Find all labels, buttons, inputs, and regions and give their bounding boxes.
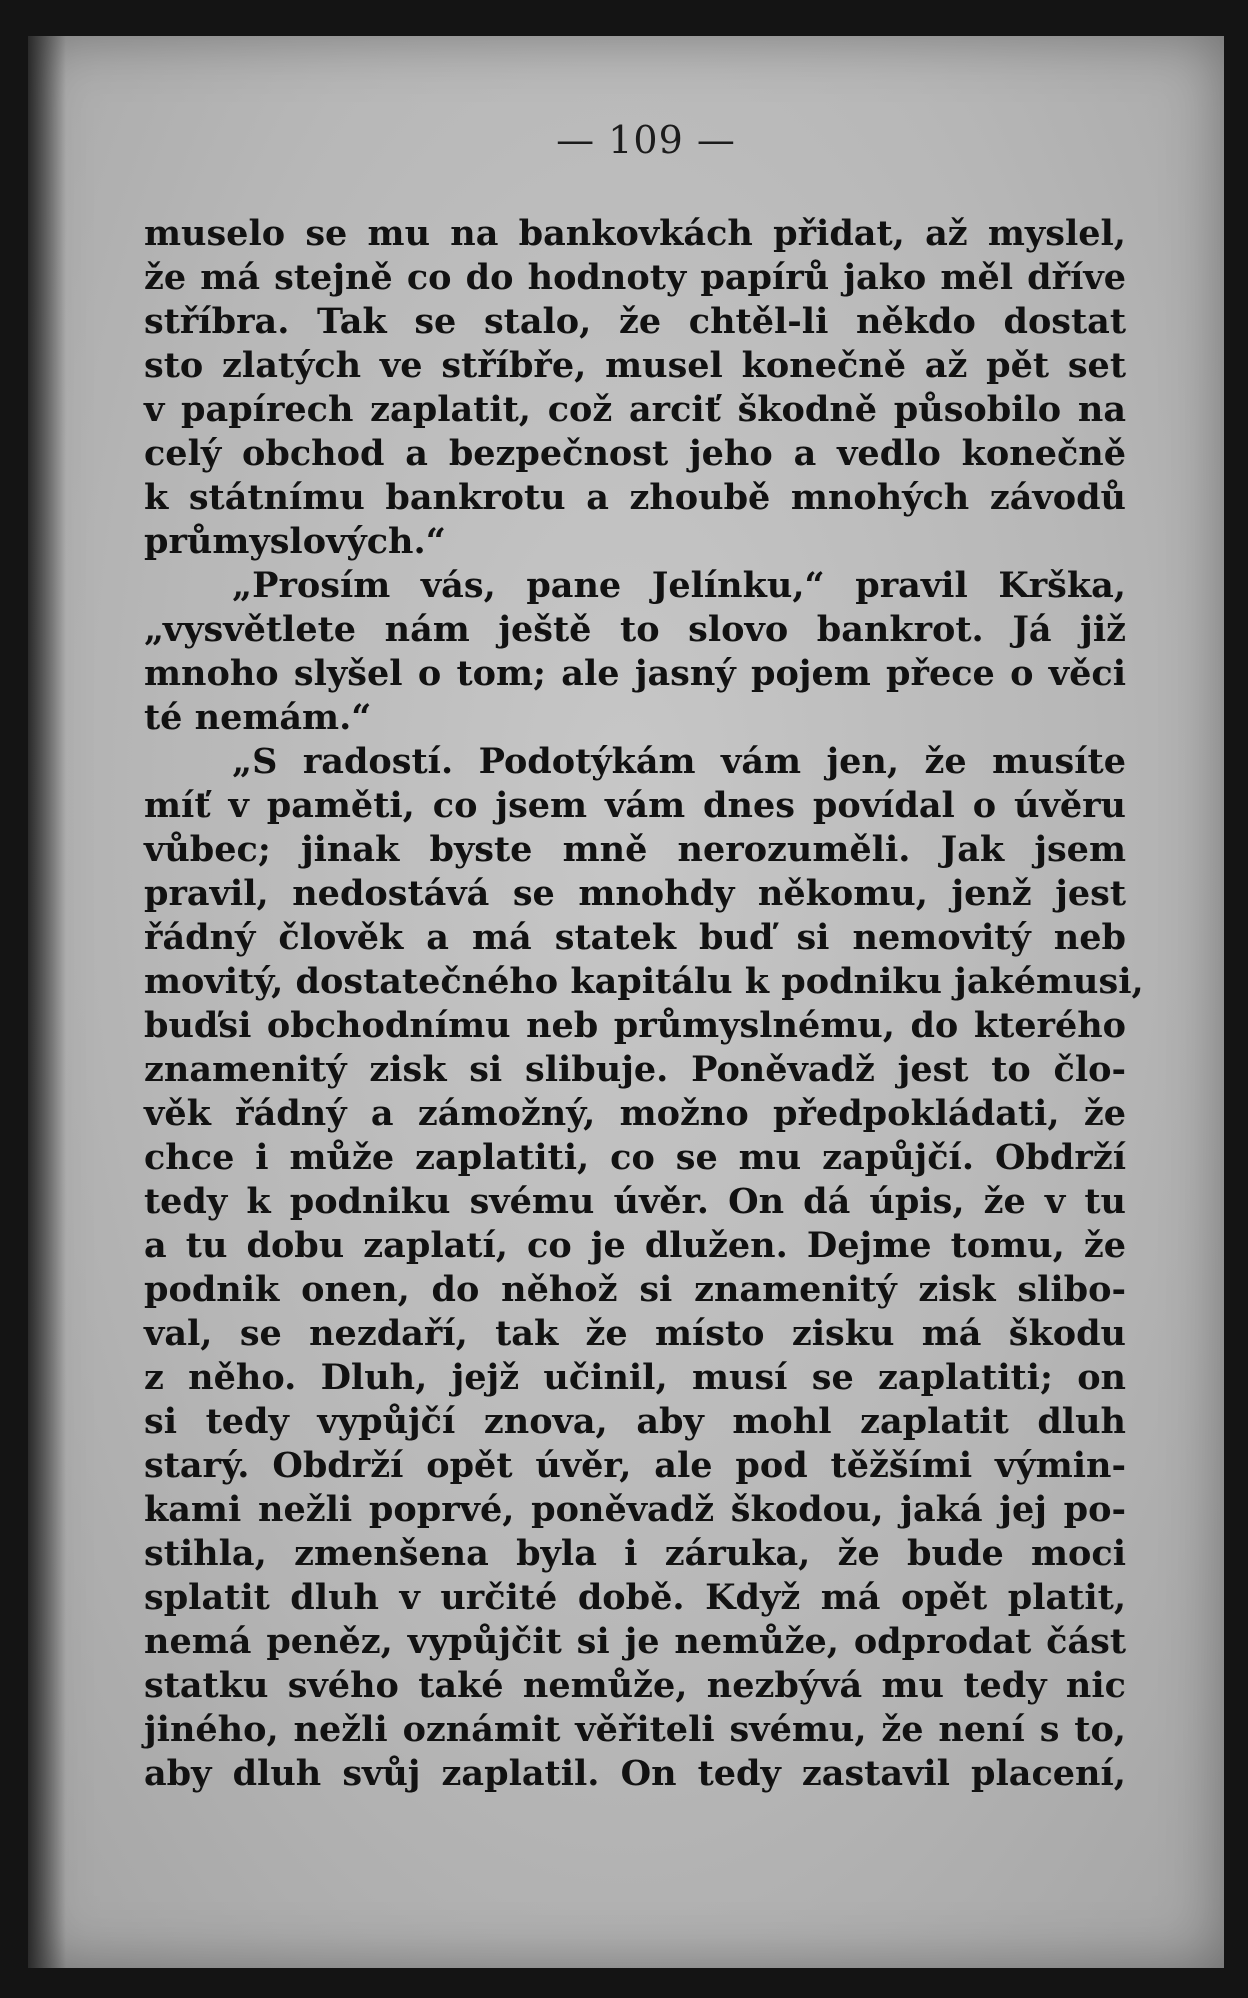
text-line: jiného, nežli oznámit věřiteli svému, že není s to, xyxy=(144,1709,1126,1750)
text-line: znamenitý zisk si slibuje. Poněvadž jest to člo- xyxy=(144,1049,1126,1090)
text-line: movitý, dostatečného kapitálu k podniku jakémusi, xyxy=(144,961,1144,1002)
text-line: pravil, nedostává se mnohdy někomu, jenž jest xyxy=(144,873,1126,914)
text-line: řádný člověk a má statek buď si nemovitý neb xyxy=(144,917,1126,958)
text-line: míť v paměti, co jsem vám dnes povídal o úvěru xyxy=(144,785,1126,826)
text-line: podnik onen, do něhož si znamenitý zisk slibo- xyxy=(144,1269,1126,1310)
text-line: chce i může zaplatiti, co se mu zapůjčí. Obdrží xyxy=(144,1137,1126,1178)
text-line: „Prosím vás, pane Jelínku,“ pravil Krška, xyxy=(232,565,1126,606)
text-line: si tedy vypůjčí znova, aby mohl zaplatit dluh xyxy=(144,1401,1126,1442)
text-line: „vysvětlete nám ještě to slovo bankrot. Já již xyxy=(144,609,1126,650)
text-line: vůbec; jinak byste mně nerozuměli. Jak jsem xyxy=(144,829,1126,870)
text-line: starý. Obdrží opět úvěr, ale pod těžšími výmin- xyxy=(144,1445,1126,1486)
text-line: průmyslových.“ xyxy=(144,521,446,562)
text-line: k státnímu bankrotu a zhoubě mnohých závodů xyxy=(144,477,1126,518)
text-line: nemá peněz, vypůjčit si je nemůže, odprodat část xyxy=(144,1621,1126,1662)
text-line: aby dluh svůj zaplatil. On tedy zastavil placení, xyxy=(144,1753,1126,1794)
text-line: věk řádný a zámožný, možno předpokládati, že xyxy=(144,1093,1126,1134)
text-line: tedy k podniku svému úvěr. On dá úpis, že v tu xyxy=(144,1181,1126,1222)
body-text xyxy=(144,212,1144,1796)
text-line: a tu dobu zaplatí, co je dlužen. Dejme tomu, že xyxy=(144,1225,1126,1266)
text-line: val, se nezdaří, tak že místo zisku má škodu xyxy=(144,1313,1126,1354)
book-page xyxy=(28,36,1224,1968)
text-line: stříbra. Tak se stalo, že chtěl-li někdo dostat xyxy=(144,301,1126,342)
page-binding-shadow xyxy=(28,36,66,1968)
text-line: muselo se mu na bankovkách přidat, až myslel, xyxy=(144,213,1126,254)
text-line: stihla, zmenšena byla i záruka, že bude moci xyxy=(144,1533,1126,1574)
text-line: statku svého také nemůže, nezbývá mu tedy nic xyxy=(144,1665,1126,1706)
text-line: sto zlatých ve stříbře, musel konečně až pět set xyxy=(144,345,1126,386)
text-line: mnoho slyšel o tom; ale jasný pojem přece o věci xyxy=(144,653,1126,694)
page-number: — 109 — xyxy=(556,118,736,162)
text-line: v papírech zaplatit, což arciť škodně působilo na xyxy=(144,389,1126,430)
text-line: „S radostí. Podotýkám vám jen, že musíte xyxy=(232,741,1126,782)
text-line: kami nežli poprvé, poněvadž škodou, jaká jej po- xyxy=(144,1489,1126,1530)
text-line: buďsi obchodnímu neb průmyslnému, do kterého xyxy=(144,1005,1126,1046)
text-line: že má stejně co do hodnoty papírů jako měl dříve xyxy=(144,257,1126,298)
text-line: té nemám.“ xyxy=(144,697,372,738)
text-line: z něho. Dluh, jejž učinil, musí se zaplatiti; on xyxy=(144,1357,1126,1398)
text-line: splatit dluh v určité době. Když má opět platit, xyxy=(144,1577,1126,1618)
text-line: celý obchod a bezpečnost jeho a vedlo konečně xyxy=(144,433,1126,474)
